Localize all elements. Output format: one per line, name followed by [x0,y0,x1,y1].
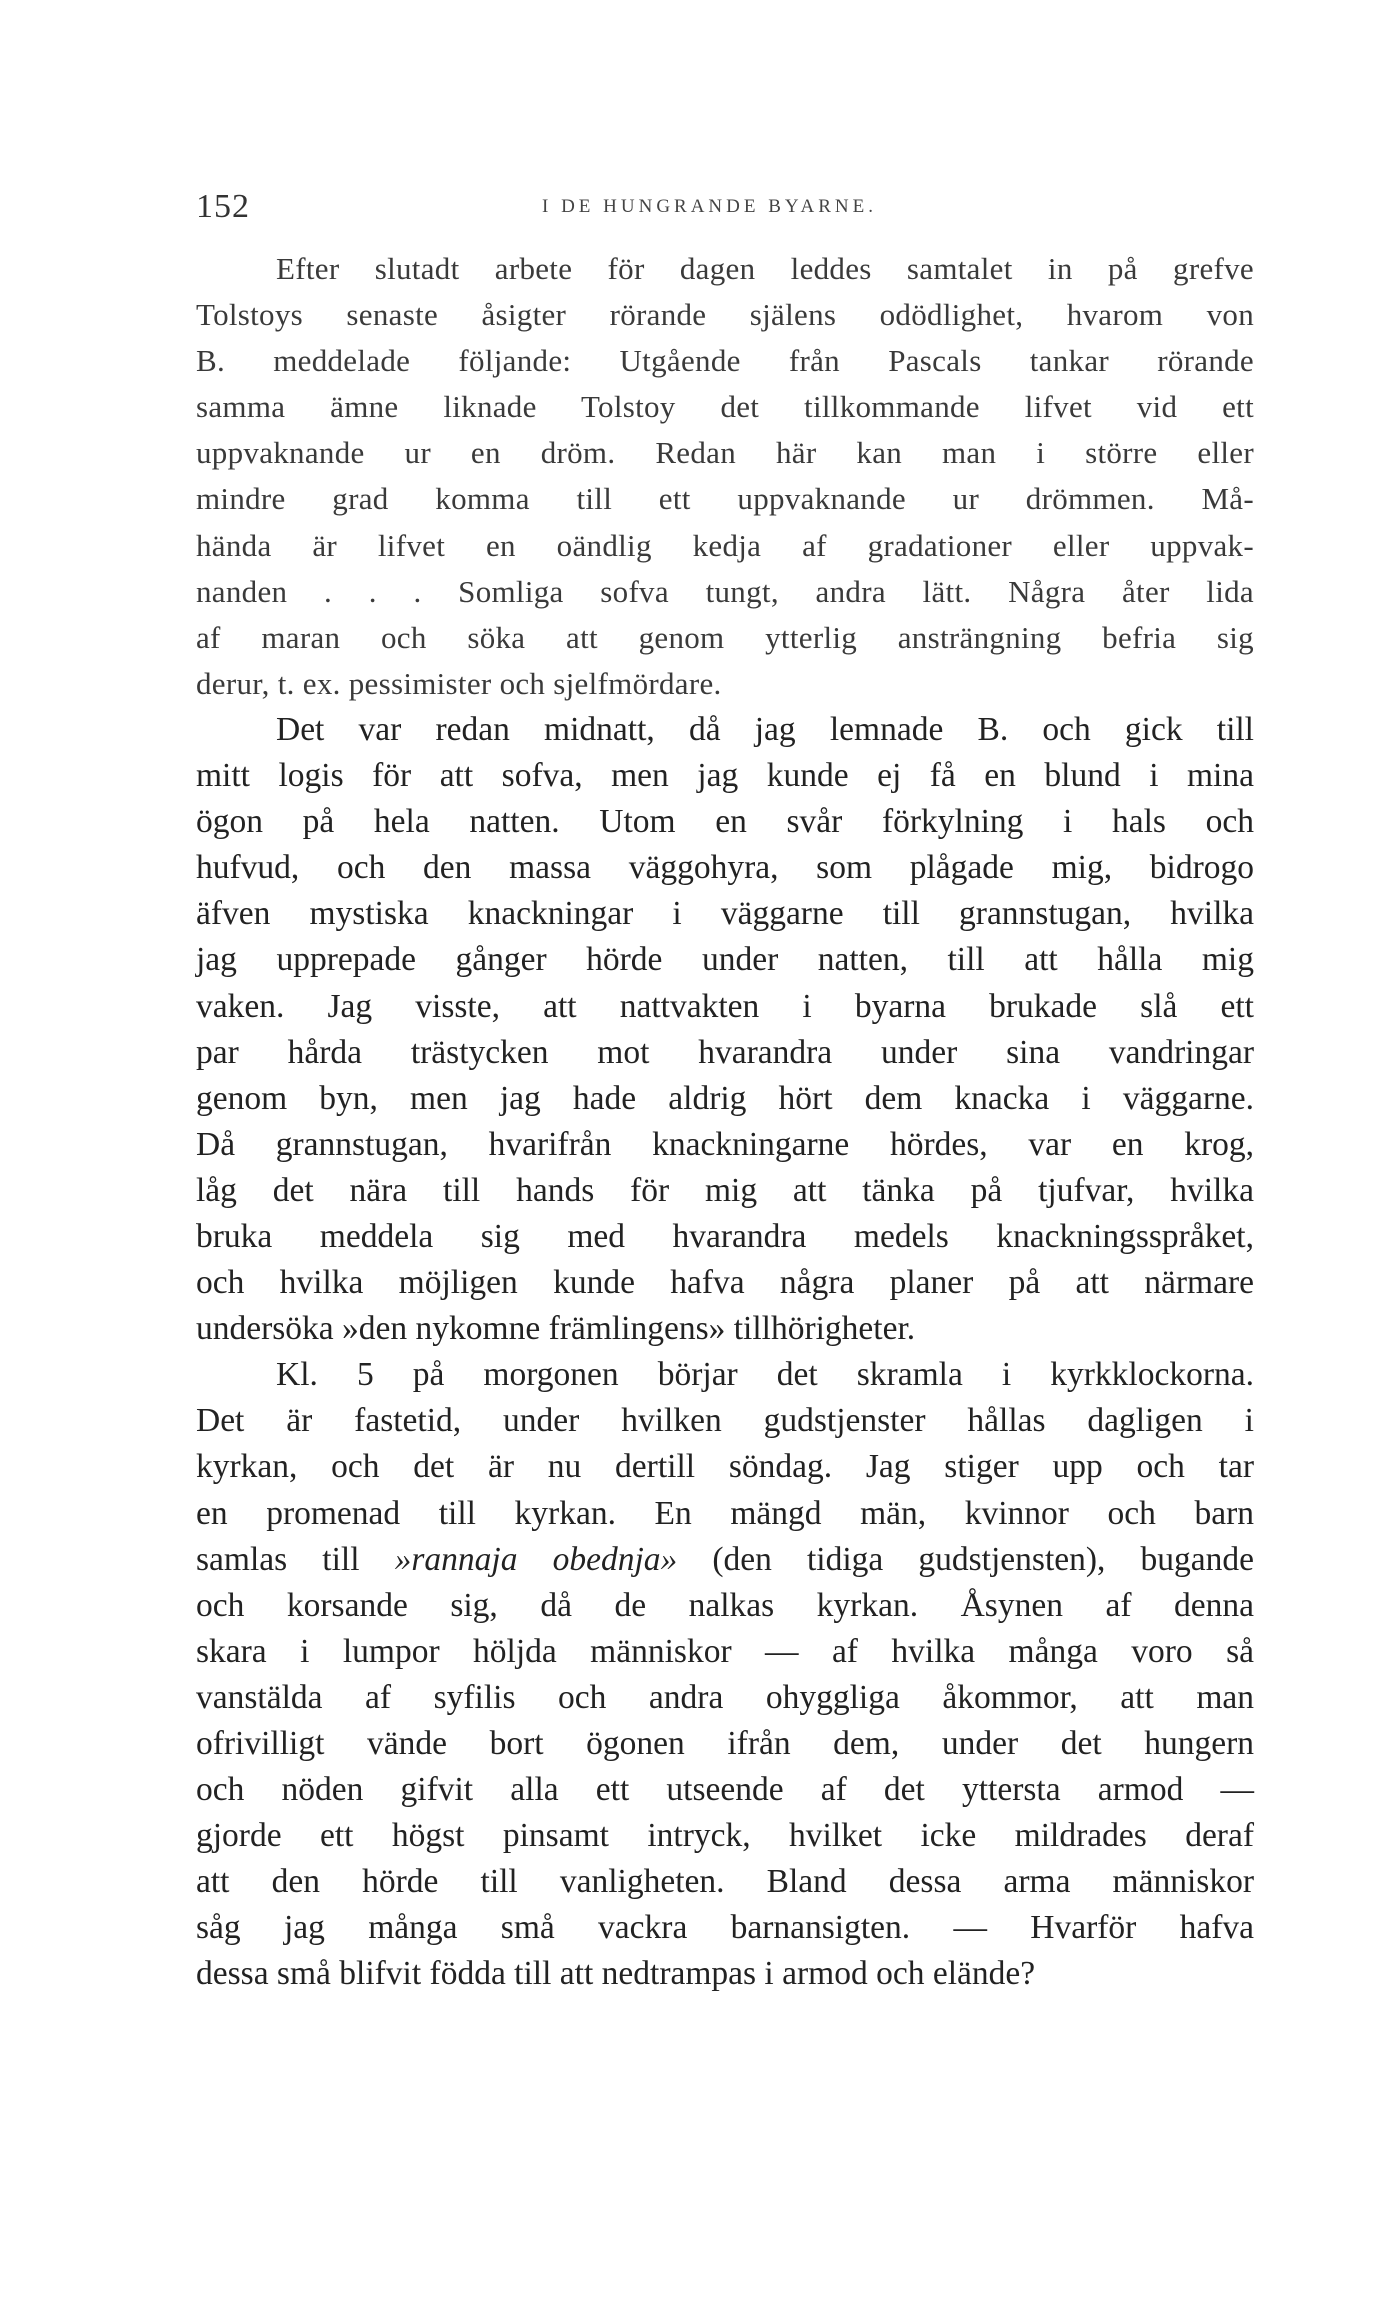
text-line: genom byn, men jag hade aldrig hört dem knacka i väggarne. [196,1079,1254,1117]
text-line: jag upprepade gånger hörde under natten, till att hålla mig [196,941,1254,979]
italic-phrase: »rannaja obednja» [394,1540,678,1578]
text-line: mitt logis för att sofva, men jag kunde ej få en blund i mina [196,757,1254,795]
text-line: och nöden gifvit alla ett utseende af det yttersta armod — [196,1771,1254,1809]
running-title: I DE HUNGRANDE BYARNE. [542,196,877,217]
text-line: kyrkan, och det är nu dertill söndag. Jag stiger upp och tar [196,1448,1254,1486]
text-line: att den hörde till vanligheten. Bland dessa arma människor [196,1863,1254,1901]
text-line: ofrivilligt vände bort ögonen ifrån dem, under det hungern [196,1725,1254,1762]
text-line: samma ämne liknade Tolstoy det tillkommande lifvet vid ett [196,389,1254,425]
text-line: och korsande sig, då de nalkas kyrkan. Åsynen af denna [196,1586,1254,1624]
text-line: en promenad till kyrkan. En mängd män, kvinnor och barn [196,1494,1254,1532]
text-line: Det är fastetid, under hvilken gudstjenster hållas dagligen i [196,1402,1254,1440]
text-line: såg jag många små vackra barnansigten. — Hvarför hafva [196,1909,1254,1947]
text-line: B. meddelade följande: Utgående från Pascals tankar rörande [196,343,1254,379]
text-line: mindre grad komma till ett uppvaknande ur drömmen. Må- [196,481,1254,517]
text-line: Det var redan midnatt, då jag lemnade B. och gick till [276,710,1254,748]
text-run: samlas till [196,1540,395,1578]
text-line: par hårda trästycken mot hvarandra under sina vandringar [196,1033,1254,1071]
text-line: Efter slutadt arbete för dagen leddes samtalet in på grefve [276,251,1254,286]
text-line: uppvaknande ur en dröm. Redan här kan man i större eller [196,435,1254,471]
text-line: af maran och söka att genom ytterlig ansträngning befria sig [196,619,1254,655]
text-line: och hvilka möjligen kunde hafva några planer på att närmare [196,1264,1254,1302]
text-line: derur, t. ex. pessimister och sjelfmördare. [196,665,722,701]
text-line: nanden . . . Somliga sofva tungt, andra lätt. Några åter lida [196,573,1254,609]
text-line: skara i lumpor höljda människor — af hvilka många voro så [196,1632,1254,1670]
text-line: gjorde ett högst pinsamt intryck, hvilket icke mildrades deraf [196,1817,1254,1855]
text-line: undersöka »den nykomne främlingens» tillhörigheter. [196,1310,916,1348]
text-line: hufvud, och den massa väggohyra, som plågade mig, bidrogo [196,849,1254,887]
text-line: vaken. Jag visste, att nattvakten i byarna brukade slå ett [196,987,1254,1025]
text-line: hända är lifvet en oändlig kedja af gradationer eller uppvak- [196,527,1254,563]
page-number: 152 [196,188,250,225]
text-run: (den tidiga gudstjensten), bugande [677,1540,1255,1578]
text-line: Tolstoys senaste åsigter rörande själens odödlighet, hvarom von [196,297,1254,333]
text-line: Kl. 5 på morgonen börjar det skramla i kyrkklockorna. [276,1356,1254,1394]
text-line: ögon på hela natten. Utom en svår förkylning i hals och [196,803,1254,841]
text-line: Då grannstugan, hvarifrån knackningarne hördes, var en krog, [196,1125,1254,1163]
text-line: dessa små blifvit födda till att nedtrampas i armod och elände? [196,1955,1036,1993]
text-line: vanstälda af syfilis och andra ohyggliga åkommor, att man [196,1678,1254,1716]
text-line: äfven mystiska knackningar i väggarne till grannstugan, hvilka [196,895,1254,933]
running-head [196,188,936,228]
body-text [196,246,1254,1998]
text-line: bruka meddela sig med hvarandra medels knackningsspråket, [196,1217,1254,1255]
text-line-italic [196,1537,1254,1583]
text-line: låg det nära till hands för mig att tänka på tjufvar, hvilka [196,1171,1254,1209]
